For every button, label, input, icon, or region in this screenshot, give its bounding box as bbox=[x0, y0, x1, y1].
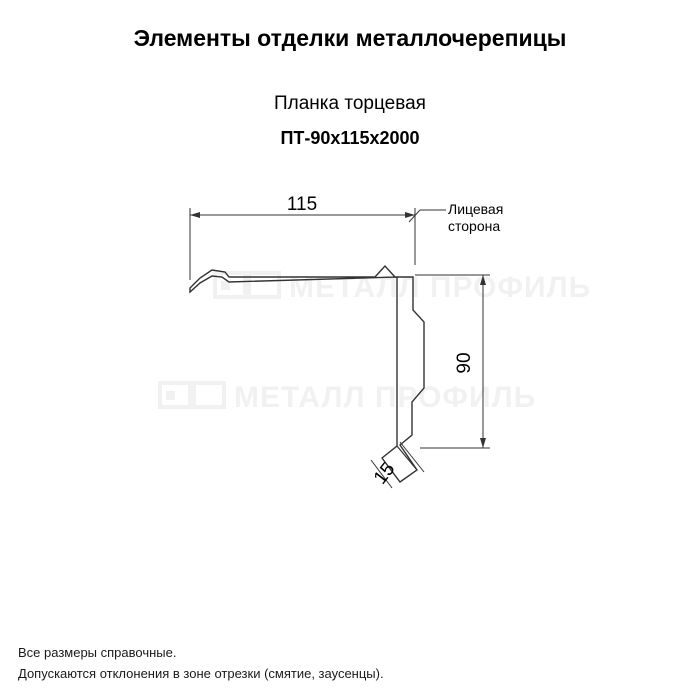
footer-note-2: Допускаются отклонения в зоне отрезки (смятие, заусенцы). bbox=[18, 666, 384, 681]
page-title: Элементы отделки металлочерепицы bbox=[133, 25, 567, 51]
dimension-lines bbox=[190, 208, 490, 488]
dimension-top-label: 115 bbox=[286, 194, 318, 215]
product-name: Планка торцевая bbox=[274, 93, 426, 114]
product-code: ПТ-90х115х2000 bbox=[280, 128, 420, 148]
technical-drawing bbox=[0, 170, 700, 570]
svg-text:МЕТАЛЛ ПРОФИЛЬ: МЕТАЛЛ ПРОФИЛЬ bbox=[289, 271, 592, 304]
footer-notes bbox=[18, 642, 678, 684]
footer-note-1: Все размеры справочные. bbox=[18, 645, 177, 660]
face-label-line2: сторона bbox=[448, 218, 501, 234]
profile-outline bbox=[190, 266, 424, 482]
svg-text:МЕТАЛЛ ПРОФИЛЬ: МЕТАЛЛ ПРОФИЛЬ bbox=[234, 381, 537, 414]
face-label-line1: Лицевая bbox=[448, 201, 504, 217]
dimension-bottom-label: 15 bbox=[369, 458, 400, 489]
title-block bbox=[0, 22, 700, 151]
face-side-annotation bbox=[409, 201, 503, 234]
dimension-right-label: 90 bbox=[454, 352, 475, 374]
